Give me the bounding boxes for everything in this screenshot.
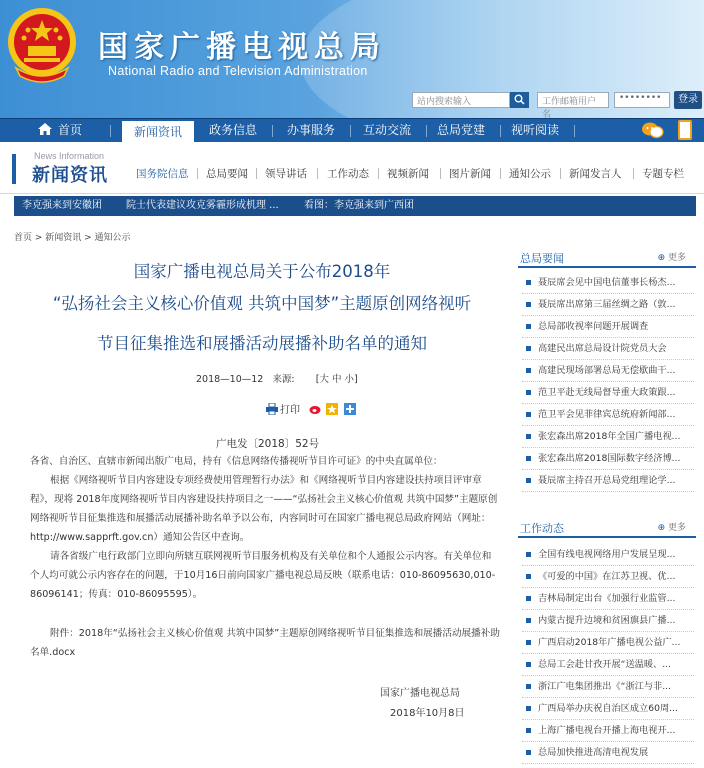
tab-video-news[interactable]: 视频新闻 <box>387 168 429 180</box>
tab-speeches[interactable]: 领导讲话 <box>265 168 307 180</box>
article-date: 2018—10—12 <box>196 374 264 385</box>
article-title: “弘扬社会主义核心价值观 共筑中国梦”主题原创网络视听 <box>52 294 472 313</box>
printer-icon[interactable] <box>266 403 278 415</box>
tab-notices[interactable]: 通知公示 <box>509 168 551 180</box>
main-nav <box>0 118 704 142</box>
wechat-icon[interactable] <box>642 121 664 139</box>
sidebar-work-item[interactable]: 总局工会赴甘孜开展“送温暖、... <box>522 654 694 676</box>
share-bar <box>266 401 358 416</box>
share-icon[interactable] <box>344 403 356 415</box>
sidebar-work-item[interactable]: 全国有线电视网络用户发展呈现... <box>522 544 694 566</box>
tab-spokesperson[interactable]: 新闻发言人 <box>569 168 622 180</box>
article-title: 国家广播电视总局关于公布2018年 <box>133 262 391 281</box>
font-size-switch[interactable]: [大 中 小] <box>315 374 358 385</box>
plus-icon: ⊕ <box>657 523 666 533</box>
password-input[interactable]: •••••••• <box>614 92 670 108</box>
sidebar-news-item[interactable]: 聂辰席出席第三届丝绸之路（敦... <box>522 294 694 316</box>
source-label: 来源: <box>272 374 295 385</box>
more-link[interactable] <box>658 250 686 263</box>
nav-home-label: 首页 <box>57 123 82 137</box>
username-input[interactable]: 工作邮箱用户名 <box>537 92 609 108</box>
section-accent <box>12 154 16 184</box>
nav-services[interactable]: 办事服务 <box>286 123 335 137</box>
tab-photo-news[interactable]: 图片新闻 <box>449 168 491 180</box>
ticker-item[interactable]: 李克强来到安徽团 <box>22 200 102 211</box>
plus-icon: ⊕ <box>657 253 666 263</box>
sidebar-news-item[interactable]: 范卫平赴无线局督导重大政策跟... <box>522 382 694 404</box>
site-header <box>0 0 704 118</box>
home-icon <box>38 123 52 135</box>
article-meta <box>196 371 358 385</box>
sidebar-work-item[interactable]: 内蒙古提升边境和贫困旗县广播... <box>522 610 694 632</box>
sidebar-news-item[interactable]: 高建民现场部署总局无偿歇曲干... <box>522 360 694 382</box>
sidebar-news-item[interactable]: 张宏森出席2018年全国广播电视... <box>522 426 694 448</box>
nav-news[interactable]: 新闻资讯 <box>122 119 194 143</box>
article-paragraph: 各省、自治区、直辖市新闻出版广电局，持有《信息网络传播视听节目许可证》的中央直属单位： <box>30 456 443 467</box>
weibo-icon[interactable] <box>309 403 321 415</box>
nav-interaction[interactable]: 互动交流 <box>362 123 411 137</box>
site-title-en: National Radio and Television Administration <box>108 64 368 78</box>
nav-home[interactable] <box>28 119 92 143</box>
ticker-item[interactable]: 院士代表建议攻克雾霾形成机理 ... <box>126 200 279 211</box>
sidebar-work-item[interactable]: 上海广播电视台开播上海电视开... <box>522 720 694 742</box>
tab-bureau-news[interactable]: 总局要闻 <box>206 168 248 180</box>
sidebar-news-item[interactable]: 高建民出席总局设计院党员大会 <box>522 338 694 360</box>
ticker-item[interactable]: 看图：李克强来到广西团 <box>304 200 414 211</box>
nav-government[interactable]: 政务信息 <box>208 123 257 137</box>
search-button[interactable] <box>510 92 529 108</box>
qzone-icon[interactable] <box>326 403 338 415</box>
attachment-link[interactable]: 附件：2018年“弘扬社会主义核心价值观 共筑中国梦”主题原创网络视听节目征集推选和展播活动展播补助名单.docx <box>30 628 500 658</box>
article-title: 节目征集推选和展播活动展播补助名单的通知 <box>97 334 427 353</box>
tab-state-council[interactable]: 国务院信息 <box>136 168 189 180</box>
news-ticker <box>14 196 696 216</box>
national-emblem-icon <box>6 6 78 84</box>
sidebar-work-item[interactable]: 《可爱的中国》在江苏卫视、优... <box>522 566 694 588</box>
sign-date: 2018年10月8日 <box>390 708 465 719</box>
sidebar-news-item[interactable]: 聂辰席主持召开总局党组理论学... <box>522 470 694 492</box>
tab-work-updates[interactable]: 工作动态 <box>327 168 369 180</box>
document-number: 广电发〔2018〕52号 <box>216 438 320 450</box>
sidebar-news-header <box>518 248 696 268</box>
more-label: 更多 <box>667 253 686 263</box>
sidebar-news-item[interactable]: 聂辰席会见中国电信董事长杨杰... <box>522 272 694 294</box>
signature: 国家广播电视总局 <box>380 688 460 699</box>
login-button[interactable]: 登录 <box>674 91 702 109</box>
sidebar-work-header <box>518 518 696 538</box>
nav-reading[interactable]: 视听阅读 <box>510 123 559 137</box>
article-paragraph: 请各省级广电行政部门立即向所辖互联网视听节目服务机构及有关单位和个人通报公示内容。有关单位和个人均可就公示内容存在的问题，于10月16日前向国家广播电视总局反映（联系电话：010-86095630,010-86096141；传真：010-86095595）。 <box>30 551 496 600</box>
sidebar-work-title: 工作动态 <box>520 522 564 535</box>
more-link[interactable] <box>658 520 686 533</box>
mobile-icon[interactable] <box>678 120 692 140</box>
nav-party[interactable]: 总局党建 <box>436 123 485 137</box>
print-label[interactable]: 打印 <box>280 405 300 416</box>
sidebar-news-item[interactable]: 范卫平会见菲律宾总统府新闻部... <box>522 404 694 426</box>
site-title: 国家广播电视总局 <box>98 30 386 65</box>
search-input[interactable]: 站内搜索输入 <box>412 92 510 108</box>
breadcrumb[interactable]: 首页 > 新闻资讯 > 通知公示 <box>14 233 131 243</box>
section-title-en: News Information <box>34 151 105 161</box>
sidebar-work-item[interactable]: 总局加快推进高清电视发展 <box>522 742 694 764</box>
section-title: 新闻资讯 <box>32 165 108 186</box>
sidebar-work-item[interactable]: 浙江广电集团推出《“浙江与非... <box>522 676 694 698</box>
sidebar-news-item[interactable]: 总局部收视率问题开展调查 <box>522 316 694 338</box>
sidebar-news-item[interactable]: 张宏森出席2018国际数字经济博... <box>522 448 694 470</box>
search-icon <box>514 94 525 105</box>
tab-special-topics[interactable]: 专题专栏 <box>642 168 684 180</box>
sidebar-work-item[interactable]: 广西局举办庆祝自治区成立60周... <box>522 698 694 720</box>
sidebar-work-item[interactable]: 广西启动2018年广播电视公益广... <box>522 632 694 654</box>
article-paragraph: 根据《网络视听节目内容建设专项经费使用管理暂行办法》和《网络视听节目内容建设扶持项目评审章程》，现将 2018年度网络视听节目内容建设扶持项目之一——“弘扬社会主义核心价值观 共筑中国梦”主题原创网络视听节目征集推选和展播活动展播补助名单予以公布，内容同时可在国家广播电视总局政府网站（网址：http://www.sapprft.gov.cn）通知公告区中查询。 <box>30 475 498 543</box>
sidebar-news-title: 总局要闻 <box>520 252 564 265</box>
sidebar-work-item[interactable]: 吉林局制定出台《加强行业监管... <box>522 588 694 610</box>
more-label: 更多 <box>667 523 686 533</box>
